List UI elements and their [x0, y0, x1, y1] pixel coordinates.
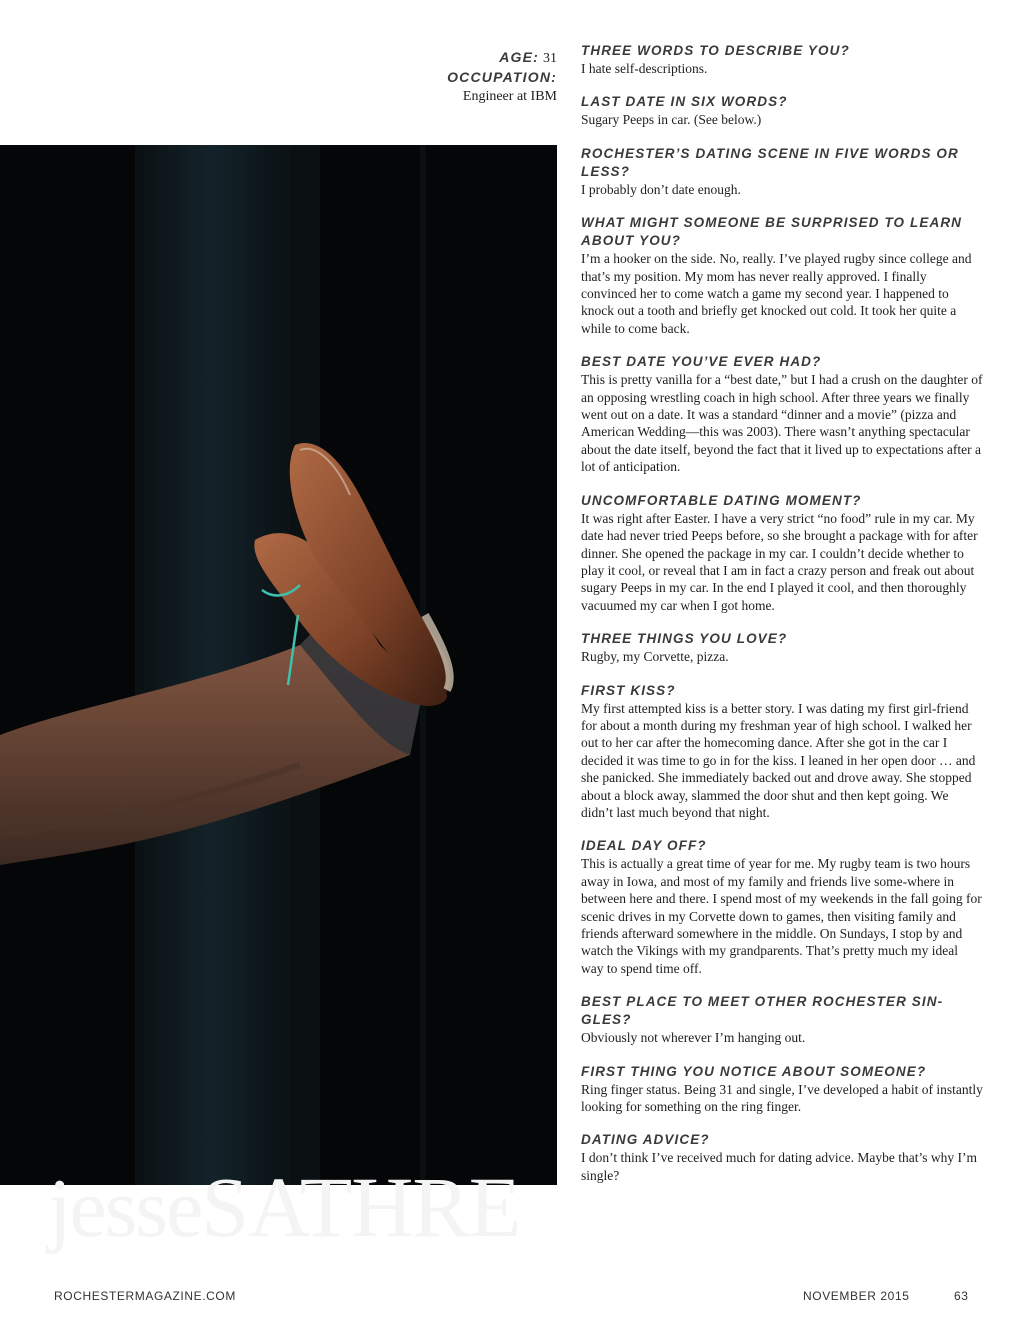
qa-item	[581, 1131, 983, 1184]
question: FIRST KISS?	[581, 682, 676, 698]
answer: I hate self-descriptions.	[581, 61, 708, 76]
answer: My first attempted kiss is a better story. I was dating my first girl-friend for about a month during my freshman year of high school. I walked her out to her car after the homecoming dance. After she got in the car I decided it was time to go in for the kiss. I leaned in her open door … and she panicked. She immediately backed out and drove away. She stopped about a block away, slammed the door shut and then kept going. We didn’t last much beyond that night.	[581, 700, 976, 820]
question: BEST PLACE TO MEET OTHER ROCHESTER SIN-GLES?	[581, 994, 944, 1028]
question: LAST DATE IN SIX WORDS?	[581, 94, 788, 110]
qa-item	[581, 837, 983, 977]
answer: I don’t think I’ve received much for dating advice. Maybe that’s why I’m single?	[581, 1150, 978, 1183]
answer: Obviously not wherever I’m hanging out.	[581, 1030, 806, 1046]
qa-item	[581, 682, 983, 822]
question: DATING ADVICE?	[581, 1132, 710, 1148]
question: THREE WORDS TO DESCRIBE YOU?	[581, 43, 850, 58]
qa-item	[581, 214, 983, 337]
qa-column	[581, 42, 983, 1200]
qa-item	[581, 630, 983, 665]
page-number: 63	[954, 1289, 969, 1303]
qa-item	[581, 353, 983, 475]
qa-item	[581, 1063, 983, 1116]
answer: Rugby, my Corvette, pizza.	[581, 649, 729, 665]
name-last: SATHRE	[201, 1159, 521, 1255]
question: THREE THINGS YOU LOVE?	[581, 631, 788, 647]
name-first: jesse	[48, 1162, 202, 1255]
age-value: 31	[543, 51, 557, 66]
footer-date: NOVEMBER 2015	[803, 1289, 910, 1303]
answer: I probably don’t date enough.	[581, 181, 741, 197]
answer: It was right after Easter. I have a very strict “no food” rule in my car. My date had never tried Peeps before, so she brought a package with for after dinner. She opened the package in my car. I couldn’t decide whether to play it cool, or reveal that I am in fact a crazy person and freak out about sugary Peeps in my car. In the end I played it cool, and then thoroughly vacuumed my car when I got home.	[581, 510, 978, 613]
question: UNCOMFORTABLE DATING MOMENT?	[581, 492, 862, 508]
profile-name	[48, 1157, 520, 1259]
answer: This is pretty vanilla for a “best date,” but I had a crush on the daughter of an opposing wrestling coach in high school. After three years we finally went out on a date. It was a standard “dinner and a movie” (pizza and American Wedding—this was 2003). There wasn’t anything spectacular about the date itself, beyond the fact that it lived up to expectations after a lot of anticipation.	[581, 372, 983, 475]
answer: Ring finger status. Being 31 and single, I’ve developed a habit of instantly looking for something on the ring finger.	[581, 1081, 983, 1115]
occupation-label: OCCUPATION:	[447, 69, 557, 85]
age-label: AGE:	[499, 49, 539, 65]
photo-illustration	[0, 145, 557, 1185]
answer: This is actually a great time of year for me. My rugby team is two hours away in Iowa, and most of my family and friends live some-where in between here and there. I spend most of my weekends in the fall going for scenic drives in my Corvette down to games, then visiting family and friends afterward somewhere in the middle. On Sundays, I stop by and watch the Vikings with my grandparents. That’s pretty much my ideal way to spend time off.	[581, 856, 982, 976]
question: ROCHESTER’S DATING SCENE IN FIVE WORDS OR LESS?	[581, 145, 959, 179]
qa-item	[581, 93, 983, 128]
qa-item	[581, 993, 983, 1046]
answer: I’m a hooker on the side. No, really. I’ve played rugby since college and that’s my position. My mom has never really approved. I finally convinced her to come watch a game my second year. I happened to knock out a tooth and briefly get knocked out cold. It took her quite a while to come back.	[581, 251, 972, 336]
question: WHAT MIGHT SOMEONE BE SURPRISED TO LEARN ABOUT YOU?	[581, 215, 963, 249]
answer: Sugary Peeps in car. (See below.)	[581, 112, 762, 128]
qa-item	[581, 145, 983, 198]
footer-site: ROCHESTERMAGAZINE.COM	[54, 1289, 236, 1303]
profile-meta	[380, 48, 557, 106]
portrait-photo	[0, 145, 557, 1255]
qa-item	[581, 492, 983, 614]
age-line	[380, 48, 557, 68]
question: BEST DATE YOU’VE EVER HAD?	[581, 354, 822, 370]
question: IDEAL DAY OFF?	[581, 838, 707, 854]
qa-item	[581, 42, 983, 77]
question: FIRST THING YOU NOTICE ABOUT SOMEONE?	[581, 1063, 927, 1079]
occupation-value: Engineer at IBM	[462, 89, 557, 104]
